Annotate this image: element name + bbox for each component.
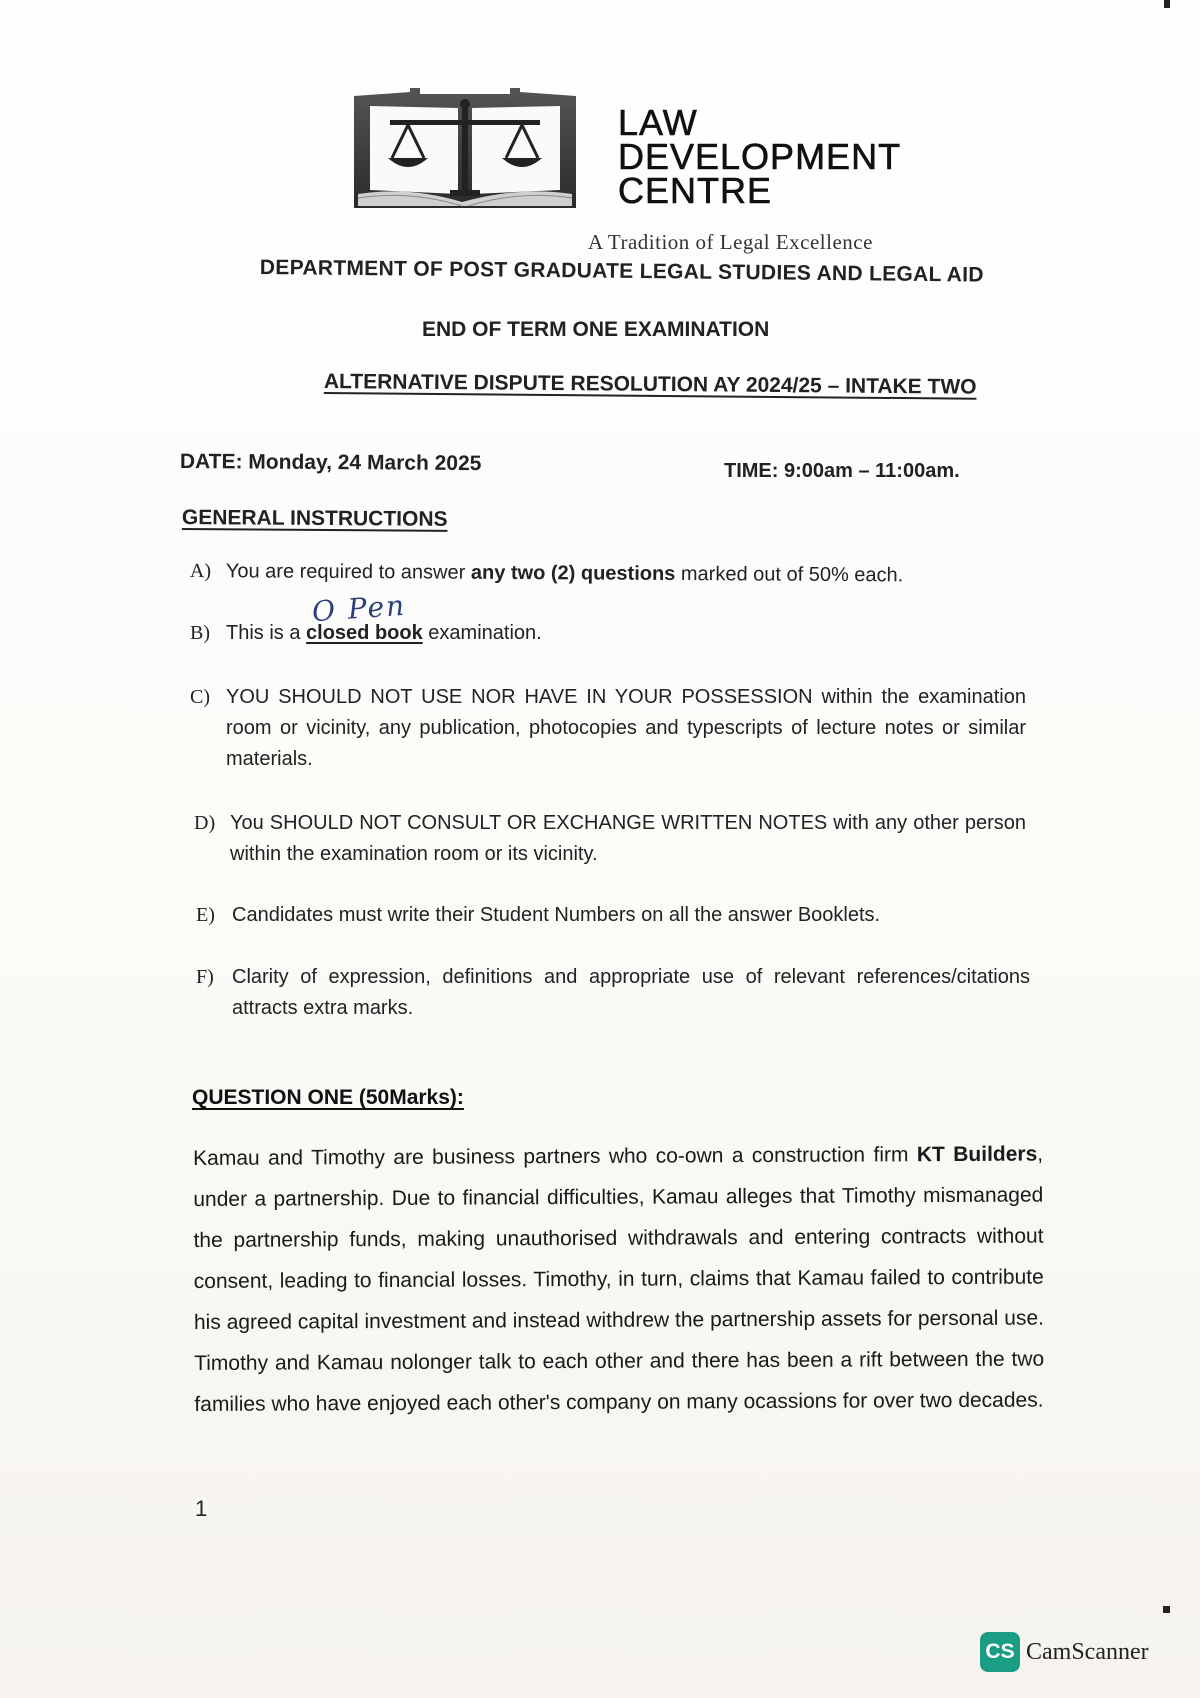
scan-corner-mark [1163, 1606, 1170, 1613]
institution-name [618, 102, 978, 211]
general-instructions-heading: GENERAL INSTRUCTIONS [181, 506, 448, 531]
instruction-text: marked out of 50% each. [675, 562, 904, 587]
scan-corner-mark [1164, 0, 1170, 8]
instruction-label: D) [194, 812, 216, 834]
ldc-logo [350, 86, 580, 216]
firm-name: KT Builders [916, 1142, 1038, 1167]
instruction-text: You SHOULD NOT CONSULT OR EXCHANGE WRITTEN NOTES with any other person within the examination room or its vicinity. [230, 812, 1026, 865]
question-text: Kamau and Timothy are business partners who co-own a construction firm [193, 1143, 917, 1170]
instruction-d [194, 808, 1030, 870]
instruction-text: Candidates must write their Student Numbers on all the answer Booklets. [232, 904, 881, 926]
instruction-a [190, 556, 1010, 592]
tagline: A Tradition of Legal Excellence [588, 230, 873, 254]
question-text: , under a partnership. Due to financial difficulties, Kamau alleges that Timothy mismanaged the partnership funds, making unauthorised withdrawals and entering contracts without consent, leading to financial losses. Timothy, in turn, claims that Kamau failed to contribute his agreed capital investment and instead withdrew the partnership assets for personal use. Timothy and Kamau nolonger talk to each other and there has been a rift between the two families who have enjoyed each other's company on many ocassions for over two decades. [193, 1142, 1045, 1416]
logo-line-2: DEVELOPMENT [618, 136, 902, 177]
exam-date: DATE: Monday, 24 March 2025 [179, 450, 482, 476]
exam-title: END OF TERM ONE EXAMINATION [422, 318, 770, 341]
instruction-text: This is a [226, 622, 307, 644]
instruction-text: Clarity of expression, definitions and appropriate use of relevant references/citations attracts extra marks. [232, 966, 1030, 1019]
instruction-b [190, 618, 1010, 649]
instruction-c [190, 682, 1030, 775]
camscanner-logo-icon: CS [980, 1632, 1020, 1672]
question-one-heading: QUESTION ONE (50Marks): [192, 1086, 464, 1109]
instruction-e [196, 900, 1016, 931]
instruction-label: E) [196, 904, 215, 926]
handwritten-annotation: O Pen [310, 588, 408, 629]
exam-time: TIME: 9:00am – 11:00am. [724, 460, 960, 482]
instruction-text: YOU SHOULD NOT USE NOR HAVE IN YOUR POSSESSION within the examination room or vicinity, any publication, photocopies and typescripts of lecture notes or similar materials. [226, 686, 1026, 770]
instruction-emphasis: closed book [306, 622, 423, 644]
instruction-label: A) [189, 559, 212, 583]
instruction-label: B) [190, 622, 210, 644]
instruction-f [196, 962, 1034, 1024]
logo-line-3: CENTRE [618, 170, 773, 211]
question-one-body [193, 1134, 1044, 1425]
camscanner-watermark [980, 1632, 1149, 1672]
logo-line-1: LAW [618, 102, 698, 143]
instruction-text: examination. [422, 622, 542, 644]
instruction-label: F) [196, 966, 214, 988]
scales-of-justice-icon [350, 86, 580, 216]
instruction-text: You are required to answer [225, 560, 471, 584]
instruction-label: C) [190, 686, 210, 708]
department-heading: DEPARTMENT OF POST GRADUATE LEGAL STUDIES AND LEGAL AID [259, 256, 984, 287]
camscanner-name: CamScanner [1026, 1638, 1149, 1665]
page-number: 1 [195, 1496, 208, 1521]
instruction-emphasis: any two (2) questions [470, 561, 676, 585]
course-title: ALTERNATIVE DISPUTE RESOLUTION AY 2024/25 – INTAKE TWO [323, 370, 977, 399]
